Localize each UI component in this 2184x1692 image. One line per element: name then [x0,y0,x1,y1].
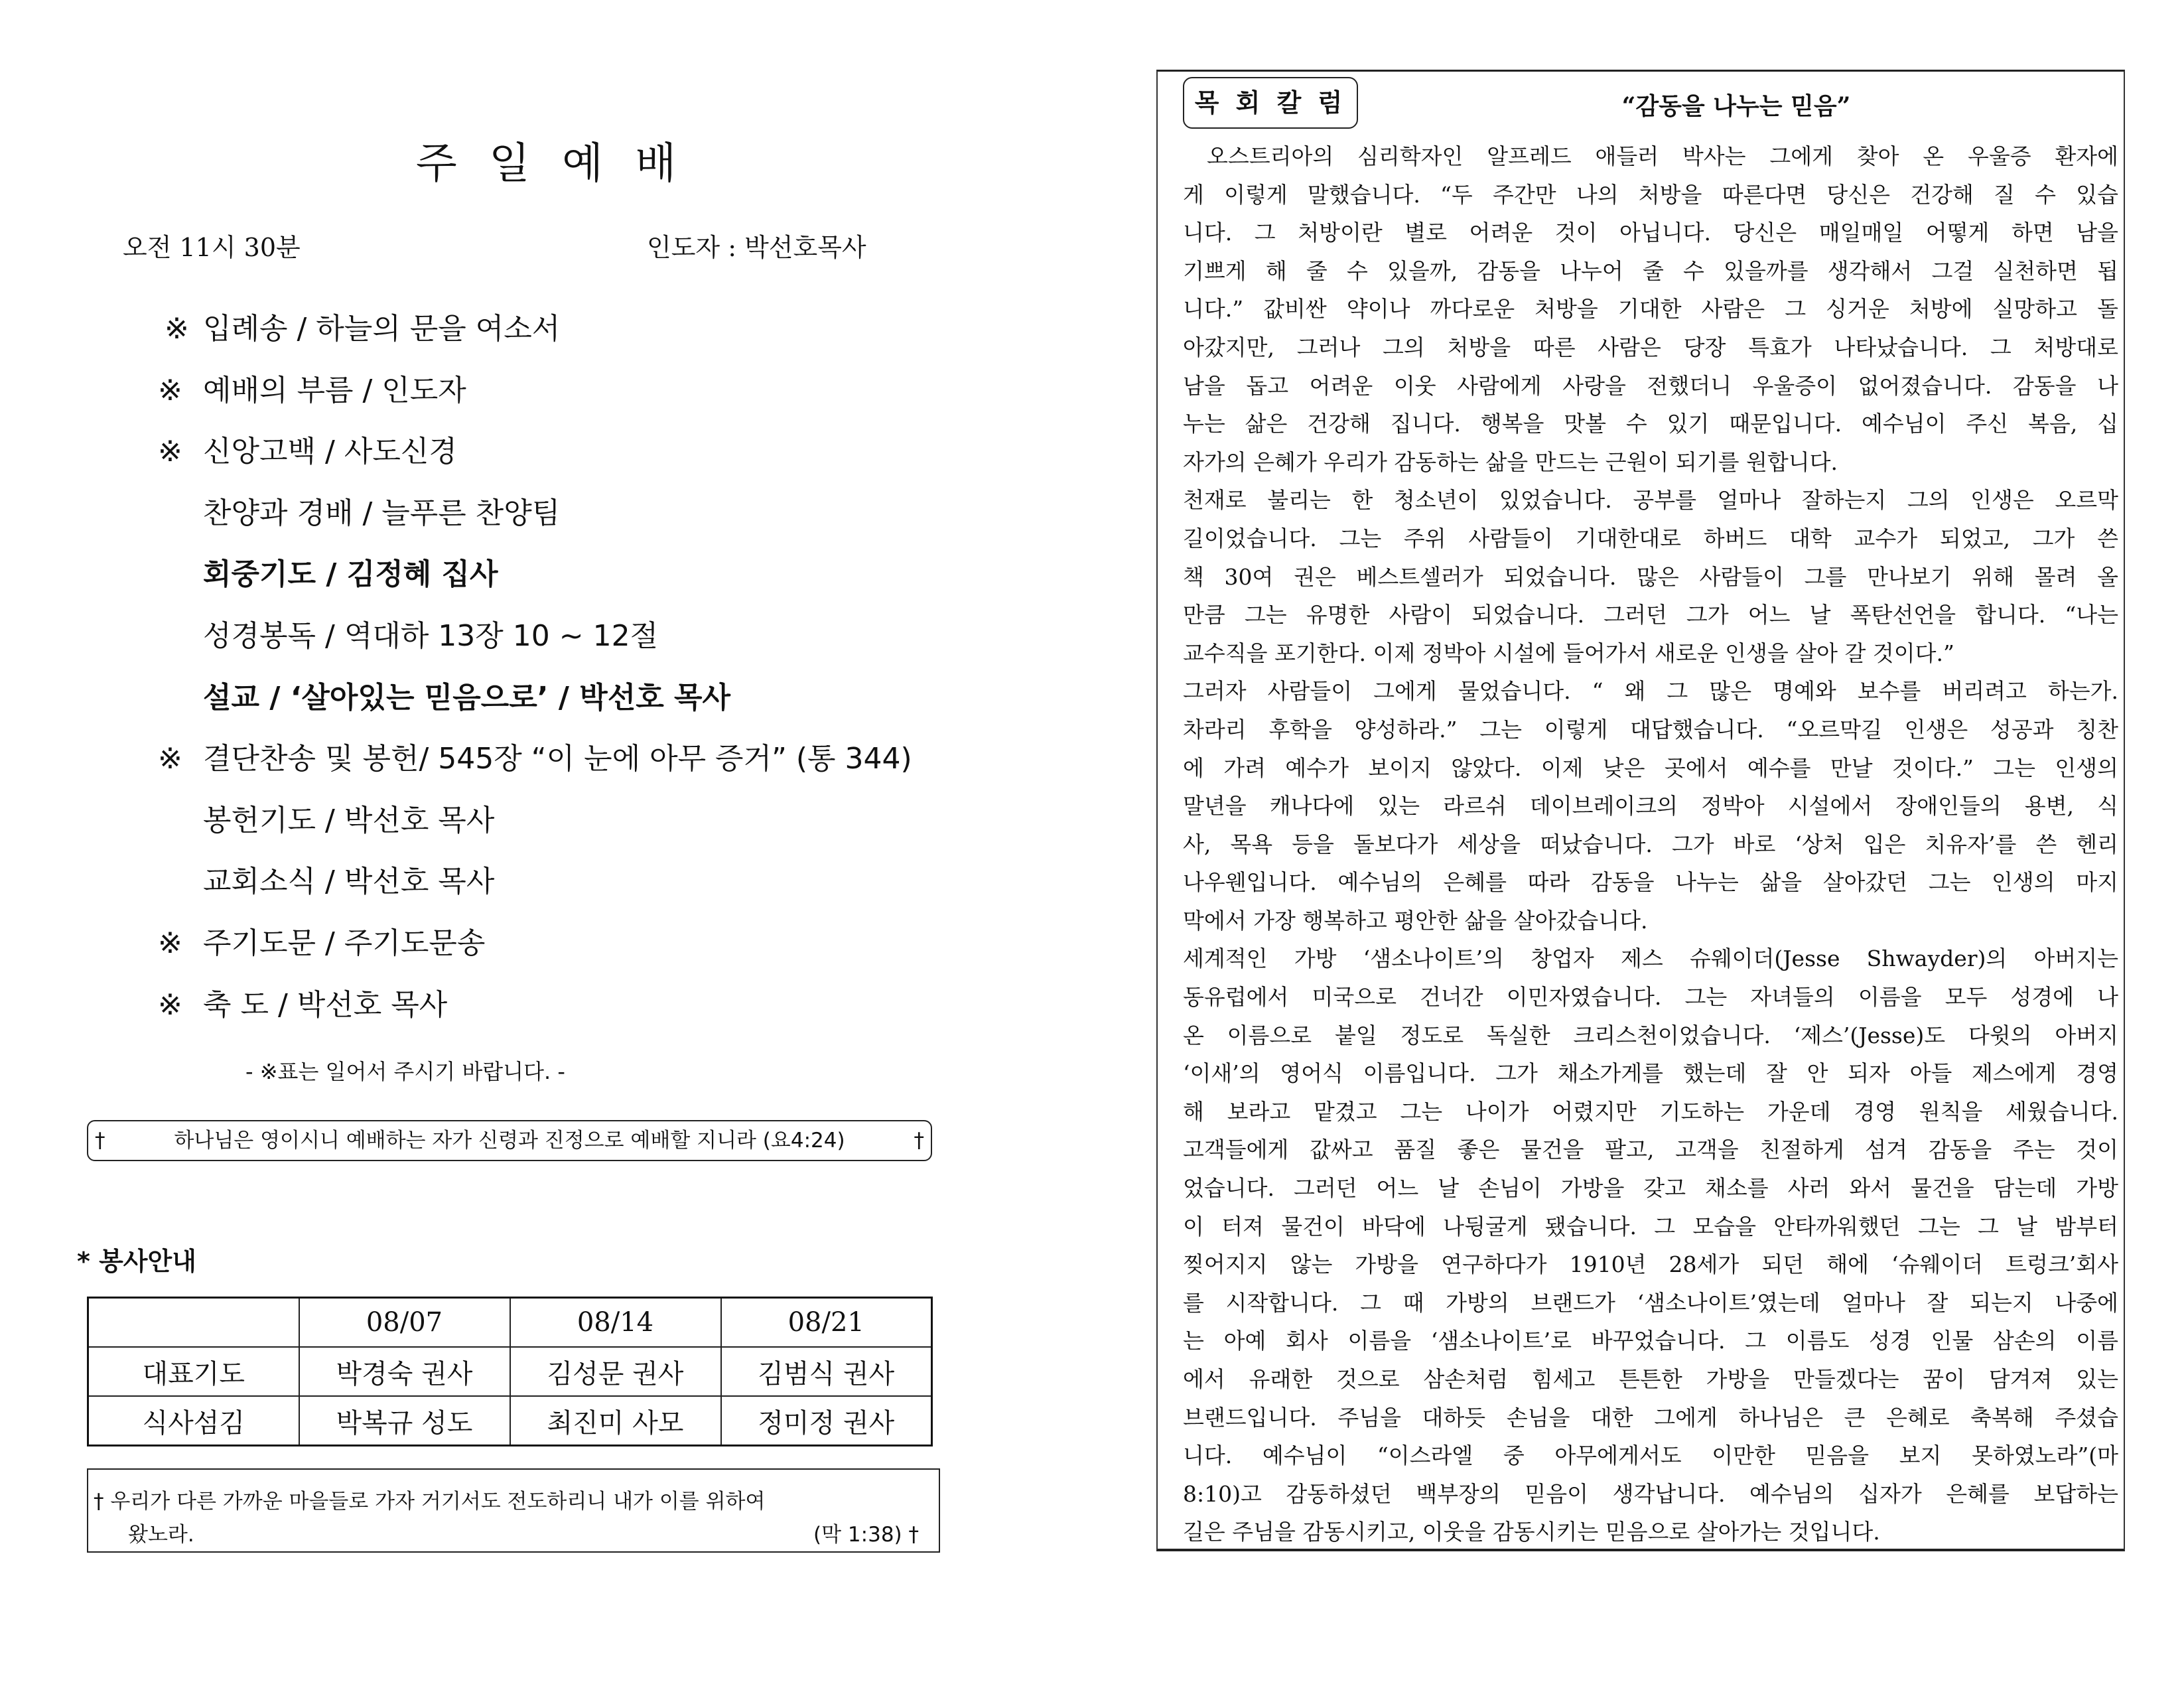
cross-icon: † [95,1129,105,1153]
column-text-line [1183,1513,2118,1551]
column-text-line [1183,940,2118,978]
column-text: 아갔지만, 그러나 그의 처방을 따른 사람은 당장 특효가 나타났습니다. 그 처방대로 [1183,334,2118,360]
column-text: 었습니다. 그러던 어느 날 손님이 가방을 갖고 채소를 사러 와서 물건을 담는데 가방 [1183,1175,2118,1202]
column-text: 브랜드입니다. 주님을 대하듯 손님을 대한 그에게 하나님은 큰 은혜로 축복해 주셨습 [1183,1404,2118,1431]
order-item [158,851,912,913]
column-text: 해 보라고 맡겼고 그는 나이가 어렸지만 기도하는 가운데 경영 원칙을 세웠습니다. [1183,1098,2118,1125]
order-item [158,975,912,1036]
column-text-line [1183,1360,2118,1399]
column-text: 는 아예 회사 이름을 ‘샘소나이트’로 바꾸었습니다. 그 이름도 성경 인물 삼손의 이름 [1183,1328,2118,1354]
column-text-line [1183,1399,2118,1437]
column-text-line [1183,405,2118,443]
table-cell: 식사섬김 [88,1396,299,1446]
column-text-line [1183,825,2118,864]
column-text-line [1183,1093,2118,1131]
column-text-line [1183,711,2118,749]
order-item-text: 봉헌기도 / 박선호 목사 [203,803,495,837]
table-cell: 최진미 사모 [510,1396,721,1446]
table-cell: 정미정 권사 [721,1396,932,1446]
column-text-line [1183,902,2118,940]
column-text-line [1183,1208,2118,1246]
column-body [1183,137,2118,1551]
column-text: 말년을 캐나다에 있는 라르쉬 데이브레이크의 정박아 시설에서 장애인들의 용변, 식 [1183,793,2118,819]
order-item-text: 주기도문 / 주기도문송 [203,926,486,960]
column-text-line [1183,252,2118,291]
order-item-text: 신앙고백 / 사도신경 [203,435,457,469]
column-text-line [1183,596,2118,634]
order-item [158,360,912,422]
cross-icon: † [914,1129,924,1153]
reference-mark-icon: ※ [158,373,182,407]
column-text: 오스트리아의 심리학자인 알프레드 애들러 박사는 그에게 찾아 온 우울증 환자에 [1207,143,2118,169]
verse-line-2: 왔노라. [128,1523,194,1547]
table-cell: 김범식 권사 [721,1347,932,1396]
order-item [158,913,912,975]
verse-text: 우리가 다른 가까운 마을들로 가자 거기서도 전도하리니 내가 이를 위하여 [110,1490,766,1514]
order-item-text: 예배의 부름 / 인도자 [203,373,466,407]
table-cell: 박경숙 권사 [299,1347,510,1396]
standing-note: - ※표는 일어서 주시기 바랍니다. - [245,1059,565,1084]
order-item-text: 성경봉독 / 역대하 13장 10 ~ 12절 [203,618,659,653]
reference-mark-icon [158,668,203,729]
column-text-line [1183,1245,2118,1284]
column-label: 목 회 칼 럼 [1183,77,1358,129]
column-text: 찢어지지 않는 가방을 연구하다가 1910년 28세가 되던 해에 ‘슈웨이더 트렁크’회사 [1183,1251,2118,1278]
order-item [158,421,912,483]
column-text-line [1183,481,2118,520]
column-text-line [1183,863,2118,902]
verse-box-john [87,1120,932,1161]
column-text: 나우웬입니다. 예수님의 은혜를 따라 감동을 나누는 삶을 살아갔던 그는 인생의 마지 [1183,869,2118,896]
reference-mark-icon: ※ [158,435,182,469]
table-header-cell: 08/14 [510,1298,721,1348]
service-heading: * 봉사안내 [77,1247,196,1276]
column-text-line [1183,1131,2118,1169]
column-text: 를 시작합니다. 그 때 가방의 브랜드가 ‘샘소나이트’였는데 얼마나 잘 되는지 나중에 [1183,1289,2118,1316]
order-item-text: 입례송 / 하늘의 문을 여소서 [203,312,561,346]
reference-mark-icon: ※ [165,312,189,346]
column-text-line [1183,1437,2118,1475]
table-cell: 대표기도 [88,1347,299,1396]
column-text: 에 가려 예수가 보이지 않았다. 이제 낮은 곳에서 예수를 만날 것이다.” 그는 인생의 [1183,754,2118,781]
verse-text: 하나님은 영이시니 예배하는 자가 신령과 진정으로 예배할 지니라 (요4:24) [174,1129,845,1153]
column-text: 8:10)고 감동하셨던 백부장의 믿음이 생각납니다. 예수님의 십자가 은혜를 보답하는 [1183,1480,2118,1507]
reference-mark-icon [158,790,203,852]
table-row [88,1347,932,1396]
table-header-cell: 08/21 [721,1298,932,1348]
column-text-line [1183,367,2118,405]
column-text: 자가의 은혜가 우리가 감동하는 삶을 만드는 근원이 되기를 원합니다. [1183,449,1838,475]
order-item-text: 설교 / ‘살아있는 믿음으로’ / 박선호 목사 [203,680,731,715]
order-item [158,606,912,668]
column-text: 고객들에게 값싸고 품질 좋은 물건을 팔고, 고객을 친절하게 섬겨 감동을 주는 것이 [1183,1137,2118,1163]
verse-line-1 [94,1484,765,1514]
order-item-text: 축 도 / 박선호 목사 [203,987,448,1022]
order-item-text: 찬양과 경배 / 늘푸른 찬양팀 [203,496,561,530]
column-text: 세계적인 가방 ‘샘소나이트’의 창업자 제스 슈웨이더(Jesse Shwayder)의 아버지는 [1183,946,2118,972]
table-header-cell [88,1298,299,1348]
column-text-line [1183,176,2118,214]
order-item [158,790,912,852]
column-text-line [1183,558,2118,597]
reference-mark-icon [158,483,203,545]
page-title: 주 일 예 배 [415,139,686,188]
column-text: 온 이름으로 붙일 정도로 독실한 크리스천이었습니다. ‘제스’(Jesse)도 다윗의 아버지 [1183,1022,2118,1048]
order-item [158,299,912,360]
column-text-line [1183,520,2118,558]
column-text: 니다. 그 처방이란 별로 어려운 것이 아닙니다. 당신은 매일매일 어떻게 하면 남을 [1183,220,2118,246]
column-text-line [1183,672,2118,711]
column-text: 길이었습니다. 그는 주위 사람들이 기대한대로 하버드 대학 교수가 되었고, 그가 쓴 [1183,525,2118,551]
reference-mark-icon [158,606,203,668]
column-text: 니다.” 값비싼 약이나 까다로운 처방을 기대한 사람은 그 싱거운 처방에 실망하고 돌 [1183,296,2118,322]
table-header-cell: 08/07 [299,1298,510,1348]
column-text: 천재로 불리는 한 청소년이 있었습니다. 공부를 얼마나 잘하는지 그의 인생은 오르막 [1183,487,2118,514]
service-table [87,1297,933,1446]
order-item-text: 결단찬송 및 봉헌/ 545장 “이 눈에 아무 증거” (통 344) [203,742,912,776]
column-text: 막에서 가장 행복하고 평안한 삶을 살아갔습니다. [1183,907,1648,934]
reference-mark-icon: ※ [158,926,182,960]
order-item [158,668,912,729]
column-text: 만큼 그는 유명한 사람이 되었습니다. 그러던 그가 어느 날 폭탄선언을 합니다. “나는 [1183,602,2118,628]
column-text-line [1183,1322,2118,1360]
table-cell: 김성문 권사 [510,1347,721,1396]
column-text: 그러자 사람들이 그에게 물었습니다. “ 왜 그 많은 명예와 보수를 버리려고 하는가. [1183,678,2118,705]
order-item [158,729,912,790]
column-text-line [1183,634,2118,673]
column-text: 게 이렇게 말했습니다. “두 주간만 나의 처방을 따른다면 당신은 건강해 질 수 있습 [1183,181,2118,208]
column-text: 교수직을 포기한다. 이제 정박아 시설에 들어가서 새로운 인생을 살아 갈 것이다.” [1183,640,1954,666]
column-text-line [1183,787,2118,825]
column-text: 책 30여 권은 베스트셀러가 되었습니다. 많은 사람들이 그를 만나보기 위해 몰려 올 [1183,563,2118,590]
reference-mark-icon: ※ [158,987,182,1022]
column-text: 누는 삶은 건강해 집니다. 행복을 맛볼 수 있기 때문입니다. 예수님이 주신 복음, 십 [1183,411,2118,437]
column-text-line [1183,749,2118,788]
order-item-text: 회중기도 / 김정혜 집사 [203,557,498,592]
column-text: 길은 주님을 감동시키고, 이웃을 감동시키는 믿음으로 살아가는 것입니다. [1183,1519,1880,1545]
order-of-worship [158,299,912,1036]
column-text-line [1183,1054,2118,1093]
column-text-line [1183,214,2118,252]
column-text-line [1183,443,2118,482]
column-text-line [1183,328,2118,367]
order-item [158,544,912,606]
column-text: 차라리 후학을 양성하라.” 그는 이렇게 대답했습니다. “오르막길 인생은 성공과 칭찬 [1183,716,2118,742]
reference-mark-icon [158,851,203,913]
column-text-line [1183,1475,2118,1514]
cross-icon: † [94,1490,104,1514]
column-text-line [1183,137,2118,176]
order-item-text: 교회소식 / 박선호 목사 [203,865,495,899]
column-text: 기쁘게 해 줄 수 있을까, 감동을 나누어 줄 수 있을까를 생각해서 그걸 실천하면 됩 [1183,257,2118,284]
cross-icon: † [908,1523,919,1547]
column-title: “감동을 나누는 믿음” [1621,92,1851,120]
column-text: 이 터져 물건이 바닥에 나뒹굴게 됐습니다. 그 모습을 안타까워했던 그는 그 날 밤부터 [1183,1213,2118,1239]
verse-box-mark [87,1468,940,1553]
column-text: 남을 돕고 어려운 이웃 사람에게 사랑을 전했더니 우울증이 없어졌습니다. 감동을 나 [1183,372,2118,399]
column-text: 동유럽에서 미국으로 건너간 이민자였습니다. 그는 자녀들의 이름을 모두 성경에 나 [1183,984,2118,1011]
service-time: 오전 11시 30분 [123,233,301,262]
column-text: ‘이새’의 영어식 이름입니다. 그가 채소가게를 했는데 잘 안 되자 아들 제스에게 경영 [1183,1060,2118,1087]
column-text: 사, 목욕 등을 돌보다가 세상을 떠났습니다. 그가 바로 ‘상처 입은 치유자’를 쓴 헨리 [1183,831,2118,857]
verse-ref-text: (막 1:38) [813,1523,902,1547]
column-text-line [1183,290,2118,328]
column-text-line [1183,1284,2118,1322]
table-header-row [88,1298,932,1348]
column-text: 에서 유래한 것으로 삼손처럼 힘세고 튼튼한 가방을 만들겠다는 꿈이 담겨져 있는 [1183,1366,2118,1392]
table-row [88,1396,932,1446]
table-cell: 박복규 성도 [299,1396,510,1446]
reference-mark-icon [158,544,203,606]
column-text-line [1183,1169,2118,1208]
column-text: 니다. 예수님이 “이스라엘 중 아무에게서도 이만한 믿음을 보지 못하였노라”(마 [1183,1443,2118,1469]
order-item [158,483,912,545]
service-leader: 인도자 : 박선호목사 [647,233,866,262]
column-text-line [1183,1017,2118,1055]
column-text-line [1183,978,2118,1017]
reference-mark-icon: ※ [158,742,182,776]
verse-reference [813,1517,919,1547]
